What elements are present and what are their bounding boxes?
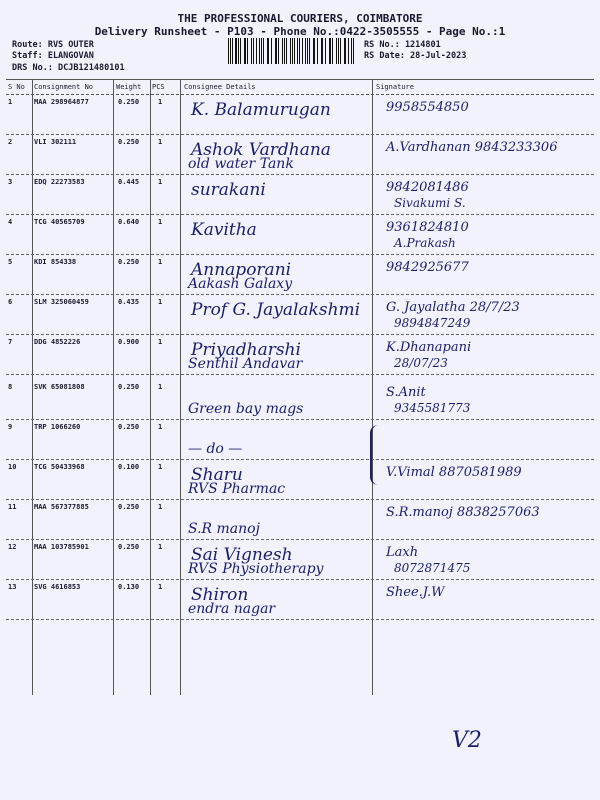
cell-sno: 7 [8,338,13,346]
table-row [6,254,594,295]
signature-line1: Laxh [386,545,419,560]
cell-sno: 3 [8,178,13,186]
cell-sno: 11 [8,503,17,511]
cell-weight: 0.250 [118,98,140,106]
consignee-name: Shiron [191,585,249,605]
table-row [6,134,594,175]
consignee-name: K. Balamurugan [191,100,331,120]
table-header [6,79,594,95]
footer-signature: V2 [452,728,482,753]
cell-sno: 5 [8,258,13,266]
barcode-bar [271,38,272,64]
barcode-bar [235,38,236,64]
signature-line2: 9345581773 [394,401,471,415]
barcode-bar [351,38,352,64]
table-row [6,579,594,620]
cell-pcs: 1 [158,298,163,306]
barcode-bar [259,38,260,64]
cell-sno: 2 [8,138,13,146]
cell-consignment: MAA 567377885 [34,503,89,511]
signature-line1: V.Vimal 8870581989 [386,465,522,480]
barcode [228,38,356,64]
cell-pcs: 1 [158,543,163,551]
consignee-name: Annaporani [191,260,292,280]
barcode-bar [345,38,346,64]
company-title: THE PROFESSIONAL COURIERS, COIMBATORE [177,12,423,25]
cell-sno: 12 [8,543,17,551]
table-row [6,459,594,500]
consignee-address: S.R manoj [188,521,260,537]
consignee-address: Green bay mags [188,401,304,417]
cell-consignment: DDG 4852226 [34,338,81,346]
cell-consignment: TCG 40565709 [34,218,85,226]
cell-pcs: 1 [158,338,163,346]
cell-weight: 0.250 [118,423,140,431]
cell-consignment: KDI 854338 [34,258,77,266]
barcode-bar [302,38,303,64]
bracket-mark [370,425,382,485]
cell-sno: 13 [8,583,17,591]
cell-weight: 0.130 [118,583,140,591]
table-row [6,419,594,460]
consignee-address: Aakash Galaxy [188,276,293,292]
cell-weight: 0.435 [118,298,140,306]
barcode-bar [322,38,323,64]
cell-consignment: TRP 1066260 [34,423,81,431]
consignee-name: Sharu [191,465,243,485]
barcode-bar [282,38,283,64]
cell-pcs: 1 [158,463,163,471]
cell-sno: 9 [8,423,13,431]
consignee-address: — do — [188,441,243,457]
signature-line1: 9361824810 [386,220,469,235]
table-row [6,334,594,375]
cell-weight: 0.640 [118,218,140,226]
barcode-bar [338,38,339,64]
signature-line1: K.Dhanapani [386,340,472,355]
consignee-name: Prof G. Jayalakshmi [191,300,361,320]
barcode-bar [325,38,326,64]
cell-weight: 0.250 [118,383,140,391]
table-row [6,379,594,420]
cell-weight: 0.900 [118,338,140,346]
col-consignee: Consignee Details [184,83,256,91]
cell-weight: 0.100 [118,463,140,471]
consignee-address: RVS Pharmac [188,481,286,497]
barcode-bar [251,38,252,64]
cell-consignment: EDQ 22273583 [34,178,85,186]
cell-weight: 0.445 [118,178,140,186]
col-signature: Signature [376,83,414,91]
cell-consignment: MAA 103785901 [34,543,89,551]
consignee-name: Ashok Vardhana [191,140,331,160]
cell-pcs: 1 [158,583,163,591]
barcode-bar [228,38,229,64]
barcode-bar [314,38,315,64]
staff-label: Staff: ELANGOVAN [12,51,94,61]
cell-pcs: 1 [158,178,163,186]
cell-pcs: 1 [158,423,163,431]
barcode-bar [263,38,264,64]
consignee-name: surakani [191,180,266,200]
signature-line2: 28/07/23 [394,356,448,370]
drs-number: DRS No.: DCJB121480101 [12,63,125,73]
col-pcs: PCS [152,83,165,91]
signature-line1: S.R.manoj 8838257063 [386,505,540,520]
cell-weight: 0.250 [118,503,140,511]
cell-pcs: 1 [158,138,163,146]
cell-consignment: MAA 298964877 [34,98,89,106]
barcode-bar [240,38,241,64]
consignee-address: Senthil Andavar [188,356,303,372]
cell-sno: 4 [8,218,13,226]
signature-line1: A.Vardhanan 9843233306 [386,140,558,155]
cell-consignment: SVK 65081808 [34,383,85,391]
signature-line1: S.Anit [386,385,426,400]
cell-sno: 1 [8,98,13,106]
cell-consignment: VLI 302111 [34,138,77,146]
table-row [6,214,594,255]
barcode-bar [332,38,333,64]
rs-date: RS Date: 28-Jul-2023 [364,51,467,61]
barcode-bar [290,38,291,64]
runsheet-subtitle: Delivery Runsheet - P103 - Phone No.:0422-3505555 - Page No.:1 [94,25,506,38]
consignee-name: Sai Vignesh [191,545,293,565]
table-row [6,499,594,540]
signature-line1: Shee.J.W [386,585,445,600]
cell-pcs: 1 [158,98,163,106]
consignee-address: RVS Physiotherapy [188,561,324,577]
cell-weight: 0.250 [118,258,140,266]
consignee-address: old water Tank [188,156,294,172]
signature-line2: A.Prakash [394,236,456,250]
consignee-name: Priyadharshi [191,340,301,360]
consignee-name: Kavitha [191,220,257,240]
rs-number: RS No.: 1214801 [364,40,441,50]
col-weight: Weight [116,83,142,91]
signature-line2: Sivakumi S. [394,196,466,210]
cell-sno: 8 [8,383,13,391]
cell-pcs: 1 [158,503,163,511]
table-row [6,539,594,580]
cell-sno: 10 [8,463,17,471]
col-consignment: Consignment No [34,83,94,91]
signature-line1: G. Jayalatha 28/7/23 [386,300,520,315]
cell-weight: 0.250 [118,138,140,146]
cell-consignment: TCG 50433968 [34,463,85,471]
signature-line2: 9894847249 [394,316,471,330]
barcode-bar [247,38,248,64]
table-row [6,174,594,215]
cell-weight: 0.250 [118,543,140,551]
consignee-address: endra nagar [188,601,276,617]
cell-sno: 6 [8,298,13,306]
signature-line1: 9958554850 [386,100,469,115]
barcode-bar [297,38,298,64]
barcode-bar [309,38,310,64]
cell-consignment: SLM 325060459 [34,298,89,306]
cell-pcs: 1 [158,383,163,391]
table-row [6,294,594,335]
cell-pcs: 1 [158,258,163,266]
cell-consignment: SVG 4616853 [34,583,81,591]
route-label: Route: RVS OUTER [12,40,94,50]
cell-pcs: 1 [158,218,163,226]
signature-line1: 9842925677 [386,260,469,275]
col-sno: S No [8,83,25,91]
barcode-bar [278,38,279,64]
table-row [6,94,594,135]
signature-line1: 9842081486 [386,180,469,195]
signature-line2: 8072871475 [394,561,471,575]
